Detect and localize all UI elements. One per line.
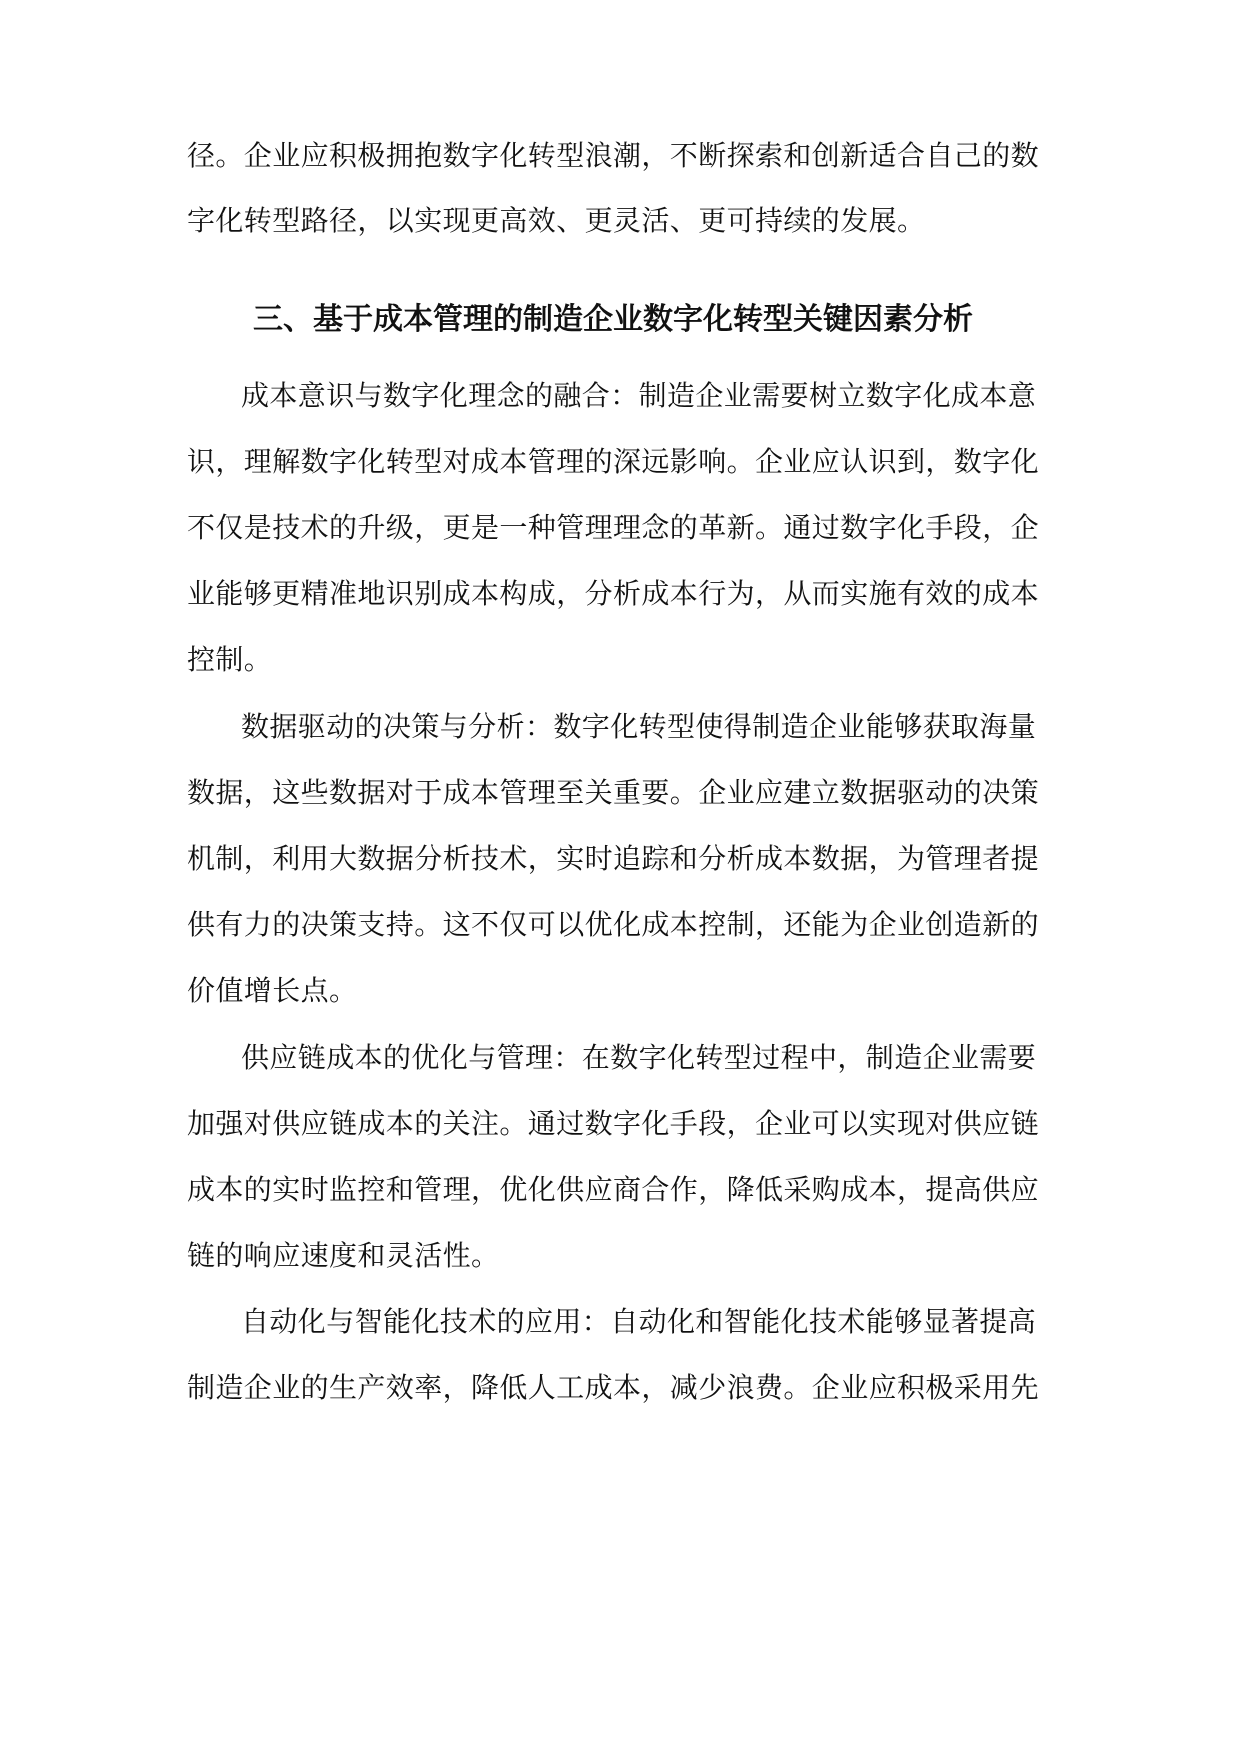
paragraph-2-line-2: 数据，这些数据对于成本管理至关重要。企业应建立数据驱动的决策 [187,776,1040,809]
paragraph-1-line-3: 不仅是技术的升级，更是一种管理理念的革新。通过数字化手段，企 [187,511,1040,544]
section-heading: 三、基于成本管理的制造企业数字化转型关键因素分析 [253,302,973,337]
paragraph-2-line-5: 价值增长点。 [187,974,358,1007]
paragraph-1-line-1: 成本意识与数字化理念的融合：制造企业需要树立数字化成本意 [241,379,1037,412]
paragraph-1-line-5: 控制。 [187,643,273,676]
paragraph-2-line-3: 机制，利用大数据分析技术，实时追踪和分析成本数据，为管理者提 [187,842,1040,875]
paragraph-2-line-4: 供有力的决策支持。这不仅可以优化成本控制，还能为企业创造新的 [187,908,1040,941]
paragraph-2-line-1: 数据驱动的决策与分析：数字化转型使得制造企业能够获取海量 [241,710,1037,743]
paragraph-1-line-4: 业能够更精准地识别成本构成，分析成本行为，从而实施有效的成本 [187,577,1040,610]
paragraph-3-line-4: 链的响应速度和灵活性。 [187,1239,500,1272]
paragraph-4-line-2: 制造企业的生产效率，降低人工成本，减少浪费。企业应积极采用先 [187,1371,1040,1404]
intro-line-2: 字化转型路径，以实现更高效、更灵活、更可持续的发展。 [187,204,926,237]
intro-line-1: 径。企业应积极拥抱数字化转型浪潮，不断探索和创新适合自己的数 [187,139,1040,172]
paragraph-3-line-3: 成本的实时监控和管理，优化供应商合作，降低采购成本，提高供应 [187,1173,1040,1206]
paragraph-1-line-2: 识，理解数字化转型对成本管理的深远影响。企业应认识到，数字化 [187,445,1040,478]
paragraph-3-line-2: 加强对供应链成本的关注。通过数字化手段，企业可以实现对供应链 [187,1107,1040,1140]
paragraph-4-line-1: 自动化与智能化技术的应用：自动化和智能化技术能够显著提高 [241,1305,1037,1338]
paragraph-3-line-1: 供应链成本的优化与管理：在数字化转型过程中，制造企业需要 [241,1041,1037,1074]
